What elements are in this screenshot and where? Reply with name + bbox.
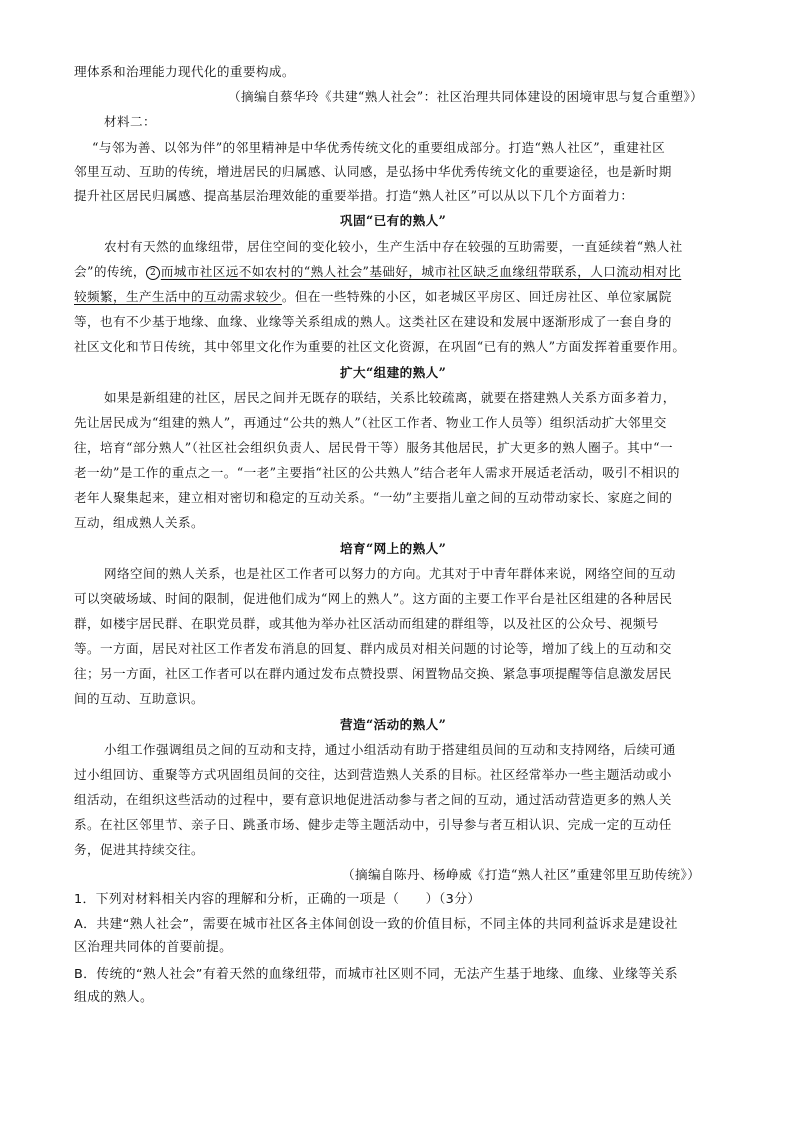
paragraph-line: 网络空间的熟人关系，也是社区工作者可以努力的方向。尤其对于中青年群体来说，网络空间的互动 bbox=[104, 566, 676, 581]
material2-source: （摘编自陈丹、杨峥威《打造“熟人社区”重建邻里互助传统》） bbox=[342, 867, 701, 882]
paragraph-line: 可以突破场域、时间的限制，促进他们成为“网上的熟人”。这方面的主要工作平台是社区组建的各种居民 bbox=[74, 591, 673, 606]
paragraph-line: 小组工作强调组员之间的互动和支持，通过小组活动有助于搭建组员间的互动和支持网络，后续可通 bbox=[104, 742, 676, 757]
intro-line: 邻里互动、互助的传统，增进居民的归属感、认同感，是弘扬中华优秀传统文化的重要途径，也是新时期 bbox=[74, 164, 672, 179]
paragraph-line-with-marker bbox=[74, 263, 681, 281]
underlined-text: 较频繁，生产生活中的互动需求较少 bbox=[74, 289, 282, 304]
intro-line: 提升社区居民归属感、提高基层治理效能的重要举措。打造“熟人社区”可以从以下几个方面着力： bbox=[74, 188, 634, 203]
question-1-option-b: 组成的熟人。 bbox=[74, 990, 154, 1005]
paragraph-line: 互动，组成熟人关系。 bbox=[74, 515, 204, 530]
paragraph-line: 间的互动、互助意识。 bbox=[74, 691, 204, 706]
section-heading: 扩大“组建的熟人” bbox=[340, 365, 447, 380]
question-1-stem: 1．下列对材料相关内容的理解和分析，正确的一项是（ ）（3分） bbox=[74, 892, 481, 907]
paragraph-line: 等。一方面，居民对社区工作者发布消息的回复、群内成员对相关问题的讨论等，增加了线上的互动和交 bbox=[74, 641, 672, 656]
paragraph-line: 群，如楼宇居民群、在职党员群，或其他为举办社区活动而组建的群组等，以及社区的公众号、视频号 bbox=[74, 616, 659, 631]
material2-label: 材料二： bbox=[104, 114, 156, 129]
paragraph-line: 往；另一方面，社区工作者可以在群内通过发布点赞投票、闲置物品交换、紧急事项提醒等信息激发居民 bbox=[74, 666, 672, 681]
paragraph-line: 老一幼”是工作的重点之一。“一老”主要指“社区的公共熟人”结合老年人需求开展适老活动，吸引不相识的 bbox=[74, 465, 680, 480]
plain-text: 。但在一些特殊的小区，如老城区平房区、回迁房社区、单位家属院 bbox=[281, 289, 672, 304]
circled-number-marker: 2 bbox=[146, 266, 160, 280]
paragraph-line: 社区文化和节日传统，其中邻里文化作为重要的社区文化资源，在巩固“已有的熟人”方面发挥着重要作用。 bbox=[74, 339, 686, 354]
paragraph-line: 务，促进其持续交往。 bbox=[74, 842, 204, 857]
underlined-text: 而城市社区远不如农村的“熟人社会”基础好，城市社区缺乏血缘纽带联系，人口流动相对比 bbox=[160, 264, 682, 279]
paragraph-line: 等，也有不少基于地缘、血缘、业缘等关系组成的熟人。这类社区在建设和发展中逐渐形成了一套自身的 bbox=[74, 314, 672, 329]
paragraph-line: 先让居民成为“组建的熟人”，再通过“公共的熟人”（社区工作者、物业工作人员等）组织活动扩大邻里交 bbox=[74, 415, 667, 430]
material1-tail: 理体系和治理能力现代化的重要构成。 bbox=[74, 64, 295, 79]
paragraph-line: 系。在社区邻里节、亲子日、跳蚤市场、健步走等主题活动中，引导参与者互相认识、完成一定的互动任 bbox=[74, 817, 672, 832]
question-1-option-a: 区治理共同体的首要前提。 bbox=[74, 940, 233, 955]
paragraph-line bbox=[74, 288, 672, 306]
section-heading: 培育“网上的熟人” bbox=[340, 541, 447, 556]
paragraph-line: 往，培育“部分熟人”（社区社会组织负责人、居民骨干等）服务其他居民，扩大更多的熟人圈子。其中“一 bbox=[74, 440, 673, 455]
intro-line: “与邻为善、以邻为伴”的邻里精神是中华优秀传统文化的重要组成部分。打造“熟人社区”，重建社区 bbox=[92, 140, 666, 155]
question-1-option-b: B．传统的“熟人社会”有着天然的血缘纽带，而城市社区则不同，无法产生基于地缘、血缘、业缘等关系 bbox=[74, 967, 678, 982]
paragraph-line: 组活动，在组织这些活动的过程中，要有意识地促进活动参与者之间的互动，通过活动营造更多的熟人关 bbox=[74, 792, 672, 807]
paragraph-line: 老年人聚集起来，建立相对密切和稳定的互动关系。“一幼”主要指儿童之间的互动带动家长、家庭之间的 bbox=[74, 490, 673, 505]
section-heading: 巩固“已有的熟人” bbox=[340, 213, 447, 228]
paragraph-line: 农村有天然的血缘纽带，居住空间的变化较小，生产生活中存在较强的互助需要，一直延续着“熟人社 bbox=[104, 239, 683, 254]
question-1-option-a: A．共建“熟人社会”，需要在城市社区各主体间创设一致的价值目标，不同主体的共同利益诉求是建设社 bbox=[74, 917, 678, 932]
paragraph-line: 过小组回访、重聚等方式巩固组员间的交往，达到营造熟人关系的目标。社区经常举办一些主题活动或小 bbox=[74, 767, 672, 782]
section-heading: 营造“活动的熟人” bbox=[340, 717, 447, 732]
material1-source: （摘编自蔡华玲《共建“熟人社会”：社区治理共同体建设的困境审思与复合重塑》） bbox=[228, 89, 704, 104]
paragraph-line: 如果是新组建的社区，居民之间并无既存的联结，关系比较疏离，就要在搭建熟人关系方面多着力， bbox=[104, 390, 676, 405]
plain-text: 会”的传统， bbox=[74, 264, 146, 279]
